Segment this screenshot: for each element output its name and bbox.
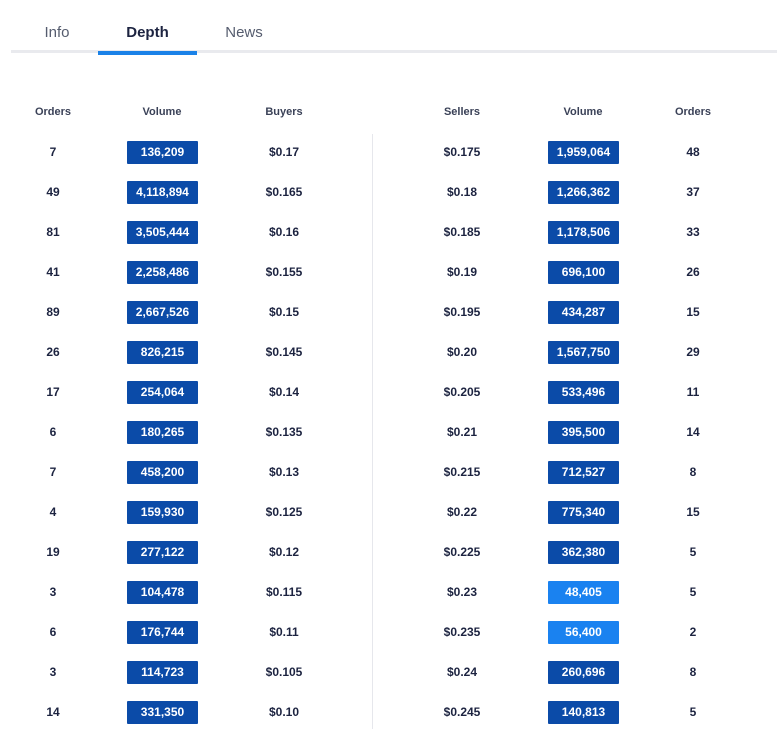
bid-orders: 17 xyxy=(46,385,60,399)
ask-orders: 8 xyxy=(689,465,697,479)
bid-orders: 14 xyxy=(46,705,60,719)
bid-price: $0.115 xyxy=(265,585,303,599)
ask-orders: 5 xyxy=(689,545,697,559)
bid-volume-badge: 176,744 xyxy=(127,621,198,644)
tab-news-label: News xyxy=(225,24,263,41)
ask-orders: 11 xyxy=(686,385,700,399)
ask-volume-badge: 434,287 xyxy=(548,301,619,324)
ask-price: $0.23 xyxy=(446,585,478,599)
tab-info-label: Info xyxy=(44,24,70,41)
ask-volume-badge: 1,178,506 xyxy=(548,221,619,244)
bid-volume-badge: 331,350 xyxy=(127,701,198,724)
ask-price: $0.245 xyxy=(443,705,481,719)
bid-price: $0.125 xyxy=(265,505,303,519)
header-orders-bids: Orders xyxy=(34,106,72,118)
ask-orders: 15 xyxy=(686,505,700,519)
bid-orders: 26 xyxy=(46,345,60,359)
ask-orders: 5 xyxy=(689,705,697,719)
bid-price: $0.11 xyxy=(269,625,299,639)
ask-volume-badge: 1,567,750 xyxy=(548,341,619,364)
ask-volume-badge: 533,496 xyxy=(548,381,619,404)
ask-orders: 14 xyxy=(686,425,700,439)
ask-volume-badge: 1,959,064 xyxy=(548,141,619,164)
ask-price: $0.195 xyxy=(443,305,481,319)
ask-volume-badge: 775,340 xyxy=(548,501,619,524)
ask-price: $0.21 xyxy=(446,425,478,439)
bid-volume-badge: 254,064 xyxy=(127,381,198,404)
header-buyers: Buyers xyxy=(265,106,303,118)
tab-news[interactable] xyxy=(207,0,281,53)
header-sellers: Sellers xyxy=(443,106,481,118)
ask-price: $0.225 xyxy=(443,545,481,559)
ask-orders: 37 xyxy=(686,185,700,199)
bid-volume-badge: 104,478 xyxy=(127,581,198,604)
ask-volume-badge: 395,500 xyxy=(548,421,619,444)
bid-volume-badge: 458,200 xyxy=(127,461,198,484)
ask-price: $0.18 xyxy=(446,185,478,199)
ask-volume-badge: 48,405 xyxy=(548,581,619,604)
ask-volume-badge: 362,380 xyxy=(548,541,619,564)
bid-price: $0.16 xyxy=(268,225,300,239)
bid-price: $0.15 xyxy=(268,305,300,319)
ask-volume-badge: 1,266,362 xyxy=(548,181,619,204)
ask-price: $0.235 xyxy=(443,625,481,639)
bid-price: $0.155 xyxy=(265,265,303,279)
bid-volume-badge: 4,118,894 xyxy=(127,181,198,204)
bid-volume-badge: 2,258,486 xyxy=(127,261,198,284)
tab-depth-label: Depth xyxy=(126,24,169,41)
ask-price: $0.20 xyxy=(446,345,478,359)
bid-price: $0.145 xyxy=(265,345,303,359)
ask-orders: 48 xyxy=(686,145,700,159)
ask-price: $0.215 xyxy=(443,465,481,479)
bid-volume-badge: 3,505,444 xyxy=(127,221,198,244)
ask-price: $0.185 xyxy=(443,225,481,239)
bid-orders: 3 xyxy=(49,585,57,599)
bid-price: $0.12 xyxy=(268,545,300,559)
ask-price: $0.175 xyxy=(443,145,481,159)
ask-orders: 15 xyxy=(686,305,700,319)
ask-volume-badge: 140,813 xyxy=(548,701,619,724)
bid-volume-badge: 826,215 xyxy=(127,341,198,364)
bid-orders: 7 xyxy=(49,145,57,159)
bid-orders: 7 xyxy=(49,465,57,479)
ask-volume-badge: 712,527 xyxy=(548,461,619,484)
tab-bar xyxy=(11,0,777,55)
ask-price: $0.22 xyxy=(446,505,478,519)
tab-info[interactable] xyxy=(23,0,91,53)
bid-orders: 49 xyxy=(46,185,60,199)
ask-price: $0.19 xyxy=(446,265,478,279)
header-volume-bids: Volume xyxy=(142,106,182,118)
ask-orders: 26 xyxy=(686,265,700,279)
bid-orders: 3 xyxy=(49,665,57,679)
ask-orders: 2 xyxy=(689,625,697,639)
bid-volume-badge: 159,930 xyxy=(127,501,198,524)
bid-orders: 6 xyxy=(49,425,57,439)
bid-price: $0.105 xyxy=(265,665,303,679)
bid-orders: 6 xyxy=(49,625,57,639)
ask-orders: 5 xyxy=(689,585,697,599)
ask-orders: 29 xyxy=(686,345,700,359)
bid-price: $0.14 xyxy=(268,385,300,399)
header-orders-asks: Orders xyxy=(674,106,712,118)
bid-price: $0.10 xyxy=(268,705,300,719)
bid-volume-badge: 136,209 xyxy=(127,141,198,164)
ask-volume-badge: 696,100 xyxy=(548,261,619,284)
bid-orders: 89 xyxy=(46,305,60,319)
ask-price: $0.24 xyxy=(446,665,478,679)
bid-orders: 41 xyxy=(46,265,60,279)
bid-price: $0.165 xyxy=(265,185,303,199)
bid-price: $0.17 xyxy=(268,145,300,159)
bid-volume-badge: 277,122 xyxy=(127,541,198,564)
ask-volume-badge: 56,400 xyxy=(548,621,619,644)
active-tab-indicator xyxy=(98,51,197,55)
bid-orders: 19 xyxy=(46,545,60,559)
bid-orders: 81 xyxy=(46,225,60,239)
bid-price: $0.135 xyxy=(265,425,303,439)
bid-orders: 4 xyxy=(49,505,57,519)
bid-volume-badge: 2,667,526 xyxy=(127,301,198,324)
bid-price: $0.13 xyxy=(268,465,300,479)
ask-orders: 33 xyxy=(686,225,700,239)
column-divider xyxy=(372,134,373,729)
ask-volume-badge: 260,696 xyxy=(548,661,619,684)
header-volume-asks: Volume xyxy=(563,106,603,118)
ask-price: $0.205 xyxy=(443,385,481,399)
bid-volume-badge: 180,265 xyxy=(127,421,198,444)
bid-volume-badge: 114,723 xyxy=(127,661,198,684)
tab-depth[interactable] xyxy=(98,0,197,53)
ask-orders: 8 xyxy=(689,665,697,679)
